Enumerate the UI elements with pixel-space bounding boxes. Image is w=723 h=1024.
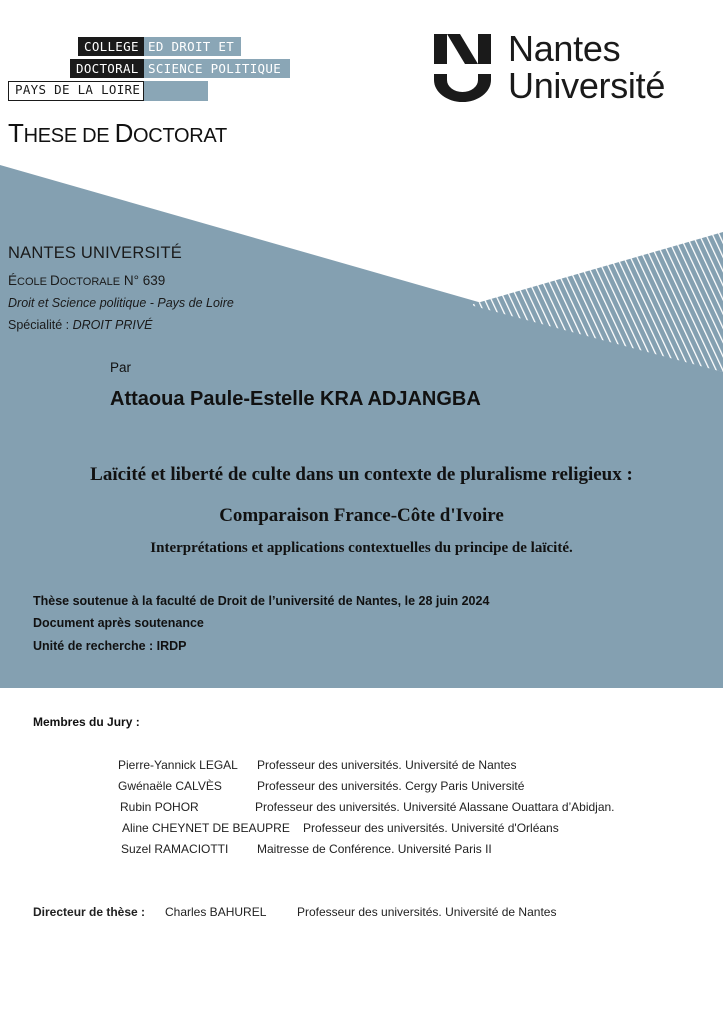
wordmark-universite: Université <box>508 65 666 106</box>
nantes-universite-logo-mark <box>432 34 494 102</box>
defense-date: Thèse soutenue à la faculté de Droit de l’université de Nantes, le 28 juin 2024 <box>33 594 490 608</box>
thesis-title-line2: Comparaison France-Côte d'Ivoire <box>219 505 504 526</box>
specialty <box>8 318 153 332</box>
thesis-title-line1: Laïcité et liberté de culte dans un contexte de pluralisme religieux : <box>90 464 633 485</box>
jury-member-name: Rubin POHOR <box>120 800 199 814</box>
ecole-octorale: OCTORALE <box>59 276 121 288</box>
jury-member-role: Maitresse de Conférence. Université Paris II <box>257 842 492 856</box>
doctoral-school <box>8 273 165 288</box>
logo-pays-de-la-loire: PAYS DE LA LOIRE <box>8 81 144 101</box>
logo-doctoral: DOCTORAL <box>70 59 150 78</box>
program-name: Droit et Science politique - Pays de Loire <box>8 296 234 310</box>
document-status: Document après soutenance <box>33 616 204 630</box>
logo-college: COLLEGE <box>78 37 150 56</box>
director-name: Charles BAHUREL <box>165 905 267 919</box>
page-title <box>8 118 227 149</box>
ecole-cole: COLE <box>17 276 51 288</box>
jury-member-role: Professeur des universités. Université Alassane Ouattara d’Abidjan. <box>255 800 615 814</box>
title-letter-t: T <box>8 118 24 148</box>
director-label: Directeur de thèse : <box>33 905 146 919</box>
jury-label: Membres du Jury : <box>33 715 140 729</box>
par-label: Par <box>110 360 132 375</box>
jury-member-role: Professeur des universités. Université de Nantes <box>257 758 517 772</box>
nantes-universite-wordmark <box>508 30 665 104</box>
jury-member-name: Gwénaële CALVÈS <box>118 779 222 793</box>
ecole-e: É <box>8 273 18 288</box>
jury-member-name: Suzel RAMACIOTTI <box>121 842 229 856</box>
jury-member-name: Pierre-Yannick LEGAL <box>118 758 238 772</box>
thesis-subtitle: Interprétations et applications contextuelles du principe de laïcité. <box>150 540 573 556</box>
university-name: NANTES UNIVERSITÉ <box>8 244 182 262</box>
logo-blue-block <box>144 81 208 101</box>
title-these: HESE DE <box>23 125 115 147</box>
director-role: Professeur des universités. Université de Nantes <box>297 905 557 919</box>
title-doctorat: OCTORAT <box>133 125 227 147</box>
specialty-value: DROIT PRIVÉ <box>72 318 153 332</box>
title-letter-d: D <box>114 118 134 148</box>
specialty-label: Spécialité : <box>8 318 73 332</box>
jury-member-role: Professeur des universités. Cergy Paris Université <box>257 779 525 793</box>
ecole-number: N° 639 <box>120 273 166 288</box>
jury-member-name: Aline CHEYNET DE BEAUPRE <box>122 821 290 835</box>
jury-member-role: Professeur des universités. Université d'Orléans <box>303 821 559 835</box>
ecole-d: D <box>50 273 60 288</box>
logo-ed-droit: ED DROIT ET <box>144 37 241 56</box>
wordmark-nantes: Nantes <box>508 28 621 69</box>
research-unit: Unité de recherche : IRDP <box>33 639 187 653</box>
logo-science-politique: SCIENCE POLITIQUE <box>144 59 290 78</box>
author-name: Attaoua Paule-Estelle KRA ADJANGBA <box>110 388 481 410</box>
